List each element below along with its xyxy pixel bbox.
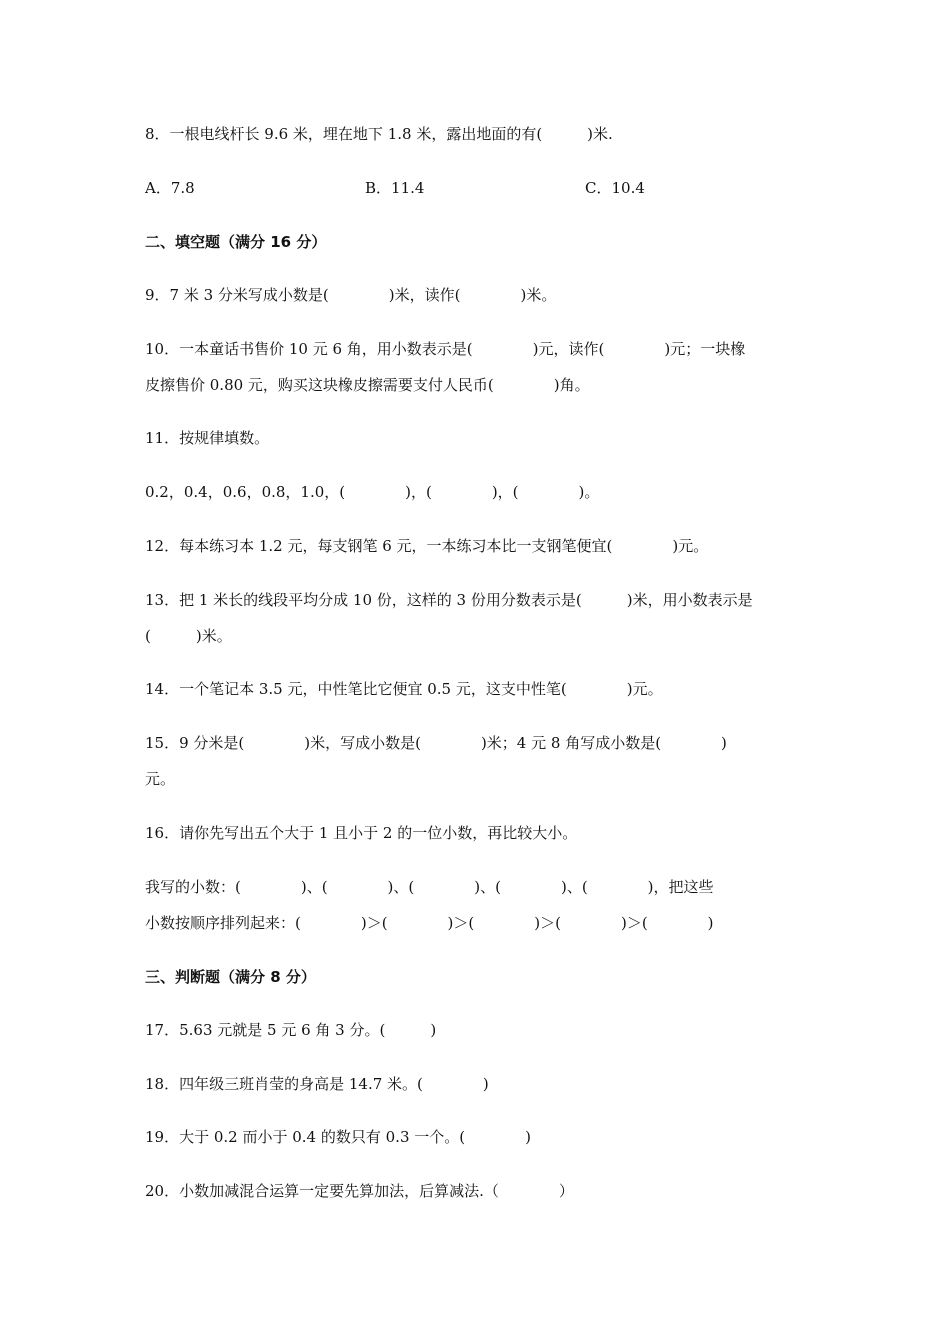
question-16-answer-line-2: 小数按顺序排列起来：( )＞( )＞( )＞( )＞( ) — [145, 914, 714, 932]
option-b: B．11.4 — [365, 179, 425, 197]
question-10-line-2: 皮擦售价 0.80 元，购买这块橡皮擦需要支付人民币( )角。 — [145, 376, 590, 394]
question-15-line-2: 元。 — [145, 770, 176, 788]
question-11: 11．按规律填数。 — [145, 429, 270, 447]
question-18: 18．四年级三班肖莹的身高是 14.7 米。( ) — [145, 1075, 489, 1093]
section-2-title: 二、填空题（满分 16 分） — [145, 233, 327, 251]
question-11-sequence: 0.2，0.4，0.6，0.8，1.0，( )，( )，( )。 — [145, 483, 600, 501]
question-14: 14．一个笔记本 3.5 元，中性笔比它便宜 0.5 元，这支中性笔( )元。 — [145, 680, 663, 698]
question-17: 17．5.63 元就是 5 元 6 角 3 分。( ) — [145, 1021, 437, 1039]
question-16: 16．请你先写出五个大于 1 且小于 2 的一位小数，再比较大小。 — [145, 824, 578, 842]
question-13-line-1: 13．把 1 米长的线段平均分成 10 份，这样的 3 份用分数表示是( )米，用小数表示是 — [145, 591, 753, 609]
question-15-line-1: 15．9 分米是( )米，写成小数是( )米；4 元 8 角写成小数是( ) — [145, 734, 727, 752]
question-13-line-2: ( )米。 — [145, 627, 232, 645]
section-3-title: 三、判断题（满分 8 分） — [145, 968, 316, 986]
question-10-line-1: 10．一本童话书售价 10 元 6 角，用小数表示是( )元，读作( )元；一块橡 — [145, 340, 746, 358]
option-a: A．7.8 — [145, 179, 195, 197]
question-20: 20．小数加减混合运算一定要先算加法，后算减法.（ ） — [145, 1182, 574, 1200]
question-16-answer-line-1: 我写的小数：( )、( )、( )、( )、( )，把这些 — [145, 878, 714, 896]
question-9: 9．7 米 3 分米写成小数是( )米，读作( )米。 — [145, 286, 557, 304]
option-c: C．10.4 — [585, 179, 645, 197]
question-8: 8．一根电线杆长 9.6 米，埋在地下 1.8 米，露出地面的有( )米. — [145, 125, 613, 143]
question-19: 19．大于 0.2 而小于 0.4 的数只有 0.3 一个。( ) — [145, 1128, 531, 1146]
question-12: 12．每本练习本 1.2 元，每支钢笔 6 元，一本练习本比一支钢笔便宜( )元。 — [145, 537, 709, 555]
